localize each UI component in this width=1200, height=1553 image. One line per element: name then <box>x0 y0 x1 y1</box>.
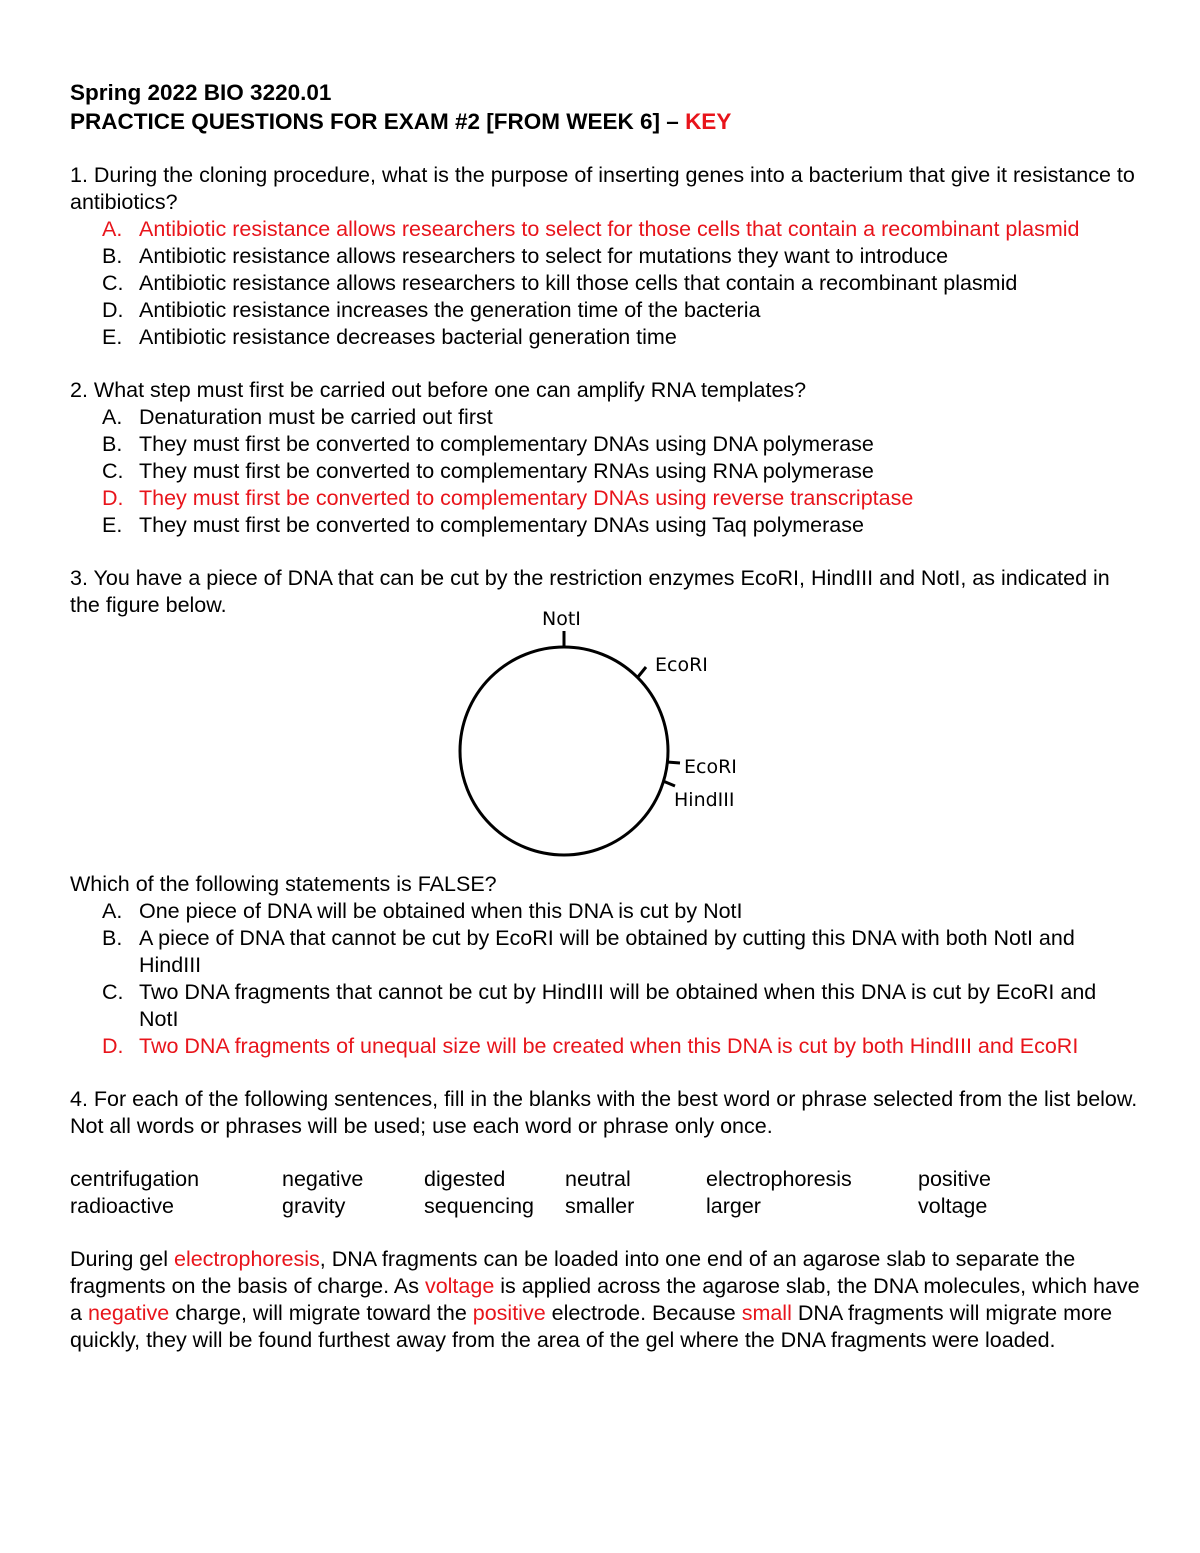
option-letter: E. <box>102 325 123 349</box>
answer-option <box>70 485 1140 512</box>
option-text: They must first be converted to complementary DNAs using reverse transcriptase <box>139 486 914 510</box>
restriction-map-figure <box>70 609 1140 871</box>
paragraph-text: , DNA fragments can be loaded into one end of an agarose slab to separate the fragments on the basis of charge. As <box>70 1247 1076 1298</box>
question-3-text: 3. You have a piece of DNA that can be cut by the restriction enzymes EcoRI, HindIII and NotI, as indicated in the figure below. <box>70 566 1110 617</box>
question-2-options <box>70 404 1140 539</box>
paragraph-text: DNA fragments will migrate more quickly, they will be found furthest away from the area of the gel where the DNA fragments were loaded. <box>70 1301 1113 1352</box>
answer-option <box>70 431 1140 458</box>
word-bank-item: electrophoresis <box>706 1167 852 1191</box>
word-bank-item: voltage <box>918 1194 988 1218</box>
option-text: Denaturation must be carried out first <box>139 405 493 429</box>
option-letter: B. <box>102 432 123 456</box>
answer-option <box>70 925 1140 979</box>
answer-option <box>70 1033 1140 1060</box>
question-1 <box>70 162 1140 351</box>
fill-in-paragraph <box>70 1246 1140 1354</box>
word-bank-item: smaller <box>565 1194 635 1218</box>
option-text: Antibiotic resistance decreases bacterial generation time <box>139 325 677 349</box>
word-bank-item: neutral <box>565 1167 631 1191</box>
answer-blank: voltage <box>424 1274 495 1298</box>
option-letter: C. <box>102 271 124 295</box>
answer-option <box>70 979 1140 1033</box>
option-text: Antibiotic resistance allows researchers to select for mutations they want to introduce <box>139 244 949 268</box>
option-text: Two DNA fragments of unequal size will be created when this DNA is cut by both HindIII and EcoRI <box>139 1034 1079 1058</box>
option-letter: A. <box>102 405 123 429</box>
answer-blank: positive <box>472 1301 546 1325</box>
ecori-1-tick <box>638 667 647 678</box>
answer-blank: electrophoresis <box>173 1247 320 1271</box>
paragraph-text: is applied across the agarose slab, the DNA molecules, which have a <box>70 1274 1140 1325</box>
question-4 <box>70 1086 1140 1354</box>
option-letter: A. <box>102 217 123 241</box>
answer-blank: negative <box>87 1301 170 1325</box>
ecori-2-tick <box>667 762 680 763</box>
hindiii-label: HindIII <box>674 789 735 811</box>
question-2 <box>70 377 1140 539</box>
word-bank-item: larger <box>706 1194 761 1218</box>
answer-option <box>70 512 1140 539</box>
option-text: Antibiotic resistance allows researchers to kill those cells that contain a recombinant plasmid <box>139 271 1018 295</box>
word-bank <box>70 1166 1140 1220</box>
option-text: A piece of DNA that cannot be cut by EcoRI will be obtained by cutting this DNA with both NotI and HindIII <box>139 926 1075 977</box>
answer-option <box>70 324 1140 351</box>
word-bank-item: radioactive <box>70 1194 174 1218</box>
option-text: Two DNA fragments that cannot be cut by HindIII will be obtained when this DNA is cut by EcoRI and NotI <box>139 980 1097 1031</box>
ecori-2-label: EcoRI <box>684 756 737 778</box>
answer-option <box>70 297 1140 324</box>
key-label: KEY <box>685 109 732 134</box>
paragraph-text: charge, will migrate toward the <box>169 1301 473 1325</box>
option-letter: D. <box>102 1034 124 1058</box>
option-letter: D. <box>102 298 124 322</box>
question-1-options <box>70 216 1140 351</box>
answer-option <box>70 458 1140 485</box>
answer-option <box>70 898 1140 925</box>
question-4-text: 4. For each of the following sentences, fill in the blanks with the best word or phrase selected from the list below. Not all words or phrases will be used; use each word or phrase only once. <box>70 1087 1138 1138</box>
hindiii-tick <box>663 781 675 786</box>
word-bank-item: gravity <box>282 1194 346 1218</box>
question-1-text: 1. During the cloning procedure, what is the purpose of inserting genes into a bacterium that give it resistance to antibiotics? <box>70 163 1135 214</box>
option-text: One piece of DNA will be obtained when this DNA is cut by NotI <box>139 899 743 923</box>
answer-blank: small <box>741 1301 792 1325</box>
page-title <box>70 107 1140 136</box>
option-text: Antibiotic resistance increases the generation time of the bacteria <box>139 298 761 322</box>
question-3-prompt: Which of the following statements is FALSE? <box>70 872 497 896</box>
option-letter: E. <box>102 513 123 537</box>
word-bank-item: digested <box>424 1167 506 1191</box>
option-letter: C. <box>102 980 124 1004</box>
plasmid-diagram <box>450 609 790 864</box>
noti-label: NotI <box>542 609 581 630</box>
option-letter: B. <box>102 244 123 268</box>
word-bank-item: sequencing <box>424 1194 534 1218</box>
question-2-text: 2. What step must first be carried out before one can amplify RNA templates? <box>70 378 807 402</box>
answer-option <box>70 216 1140 243</box>
paragraph-text: During gel <box>70 1247 174 1271</box>
option-letter: C. <box>102 459 124 483</box>
paragraph-text: electrode. Because <box>545 1301 742 1325</box>
option-letter: D. <box>102 486 124 510</box>
answer-option <box>70 270 1140 297</box>
option-text: They must first be converted to complementary RNAs using RNA polymerase <box>139 459 874 483</box>
word-bank-item: centrifugation <box>70 1167 200 1191</box>
plasmid-circle <box>460 647 668 855</box>
ecori-1-label: EcoRI <box>655 654 708 676</box>
option-text: Antibiotic resistance allows researchers to select for those cells that contain a recombinant plasmid <box>139 217 1080 241</box>
option-letter: B. <box>102 926 123 950</box>
option-text: They must first be converted to complementary DNAs using DNA polymerase <box>139 432 874 456</box>
question-3-options <box>70 898 1140 1060</box>
course-title: Spring 2022 BIO 3220.01 <box>70 80 332 105</box>
document-page <box>70 78 1140 1354</box>
answer-option <box>70 404 1140 431</box>
answer-option <box>70 243 1140 270</box>
title-text: PRACTICE QUESTIONS FOR EXAM #2 [FROM WEEK 6] – <box>70 109 686 134</box>
question-3 <box>70 565 1140 1060</box>
option-text: They must first be converted to complementary DNAs using Taq polymerase <box>139 513 864 537</box>
option-letter: A. <box>102 899 123 923</box>
word-bank-item: negative <box>282 1167 364 1191</box>
word-bank-item: positive <box>918 1167 991 1191</box>
